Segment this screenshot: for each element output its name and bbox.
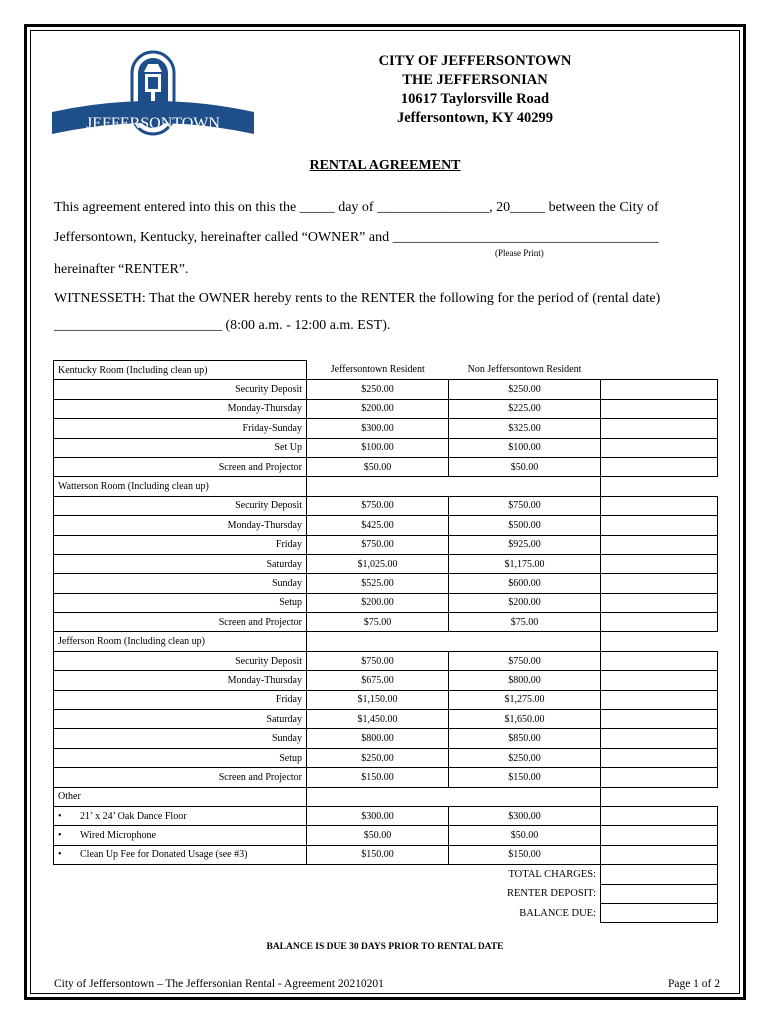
rate-label: Friday	[54, 690, 307, 709]
rate-label: Security Deposit	[54, 496, 307, 515]
nonresident-rate: $250.00	[449, 748, 601, 767]
rental-date-line: ________________________ (8:00 a.m. - 12:00 a.m. EST).	[54, 318, 391, 333]
rate-label: Monday-Thursday	[54, 516, 307, 535]
table-row	[54, 613, 718, 632]
table-row	[54, 399, 718, 418]
nonresident-rate: $800.00	[449, 671, 601, 690]
rate-label: Set Up	[54, 438, 307, 457]
rate-label: Screen and Projector	[54, 457, 307, 476]
nonresident-rate: $225.00	[449, 399, 601, 418]
rate-label: Sunday	[54, 574, 307, 593]
resident-rate: $75.00	[307, 613, 449, 632]
amount-entry-cell	[601, 768, 718, 787]
rate-label: Security Deposit	[54, 651, 307, 670]
amount-entry-cell	[601, 419, 718, 438]
nonresident-rate: $1,275.00	[449, 690, 601, 709]
nonresident-rate: $1,650.00	[449, 710, 601, 729]
amount-entry-cell	[601, 554, 718, 573]
resident-rate: $250.00	[307, 748, 449, 767]
resident-rate: $200.00	[307, 593, 449, 612]
section-spacer	[307, 787, 601, 806]
amount-entry-cell	[601, 593, 718, 612]
column-header-resident: Jeffersontown Resident	[330, 364, 425, 376]
amount-entry-cell	[601, 380, 718, 399]
table-row	[54, 574, 718, 593]
section-spacer	[307, 632, 601, 651]
renter-deposit-label: RENTER DEPOSIT:	[506, 888, 596, 900]
resident-rate: $50.00	[307, 457, 449, 476]
table-row	[54, 593, 718, 612]
amount-entry-cell	[601, 399, 718, 418]
nonresident-rate: $600.00	[449, 574, 601, 593]
table-row	[54, 380, 718, 399]
table-row	[54, 516, 718, 535]
rate-label: Sunday	[54, 729, 307, 748]
amount-entry-cell	[601, 748, 718, 767]
rate-label: Saturday	[54, 554, 307, 573]
svg-text:JEFFERSONTOWN: JEFFERSONTOWN	[86, 115, 220, 132]
nonresident-rate: $750.00	[449, 651, 601, 670]
amount-entry-cell	[601, 574, 718, 593]
balance-due-field[interactable]	[601, 903, 718, 922]
column-header-blank	[601, 361, 718, 380]
resident-rate: $1,450.00	[307, 710, 449, 729]
table-row	[54, 729, 718, 748]
rate-label: Friday-Sunday	[54, 419, 307, 438]
resident-rate: $750.00	[307, 496, 449, 515]
amount-entry-cell	[601, 438, 718, 457]
other-item-label: Clean Up Fee for Donated Usage (see #3)	[80, 849, 248, 861]
amount-entry-cell	[601, 710, 718, 729]
header-venue: THE JEFFERSONIAN	[402, 72, 548, 88]
resident-rate: $150.00	[307, 845, 449, 864]
rental-rates-table	[53, 360, 718, 923]
nonresident-rate: $50.00	[449, 826, 601, 845]
renter-deposit-field[interactable]	[601, 884, 718, 903]
rate-label: Friday	[54, 535, 307, 554]
amount-entry-cell	[601, 535, 718, 554]
table-row	[54, 671, 718, 690]
table-row	[54, 457, 718, 476]
bullet-icon: •	[58, 810, 62, 822]
nonresident-rate: $1,175.00	[449, 554, 601, 573]
nonresident-rate: $300.00	[449, 806, 601, 825]
bullet-icon: •	[58, 830, 62, 842]
document-title: RENTAL AGREEMENT	[309, 158, 461, 173]
amount-entry-cell	[601, 457, 718, 476]
total-charges-label: TOTAL CHARGES:	[508, 869, 596, 881]
table-row	[54, 845, 718, 864]
resident-rate: $525.00	[307, 574, 449, 593]
nonresident-rate: $100.00	[449, 438, 601, 457]
rate-label: Screen and Projector	[54, 768, 307, 787]
resident-rate: $300.00	[307, 419, 449, 438]
nonresident-rate: $325.00	[449, 419, 601, 438]
nonresident-rate: $850.00	[449, 729, 601, 748]
resident-rate: $750.00	[307, 651, 449, 670]
amount-entry-cell	[601, 845, 718, 864]
resident-rate: $300.00	[307, 806, 449, 825]
rate-label: Setup	[54, 748, 307, 767]
resident-rate: $800.00	[307, 729, 449, 748]
resident-rate: $50.00	[307, 826, 449, 845]
resident-rate: $1,025.00	[307, 554, 449, 573]
section-spacer-blank	[601, 787, 718, 806]
other-item-label: Wired Microphone	[80, 830, 156, 842]
resident-rate: $100.00	[307, 438, 449, 457]
table-row	[54, 419, 718, 438]
section-title-kentucky: Kentucky Room (Including clean up)	[54, 361, 307, 380]
nonresident-rate: $50.00	[449, 457, 601, 476]
table-row	[54, 554, 718, 573]
resident-rate: $250.00	[307, 380, 449, 399]
table-row	[54, 826, 718, 845]
header-street: 10617 Taylorsville Road	[400, 91, 550, 107]
agreement-line-2: Jeffersontown, Kentucky, hereinafter called “OWNER” and ______________________________________	[54, 230, 659, 245]
balance-due-label: BALANCE DUE:	[519, 907, 596, 919]
balance-due-note: BALANCE IS DUE 30 DAYS PRIOR TO RENTAL DATE	[266, 942, 504, 952]
resident-rate: $1,150.00	[307, 690, 449, 709]
table-row	[54, 748, 718, 767]
rate-label: Security Deposit	[54, 380, 307, 399]
total-charges-field[interactable]	[601, 865, 718, 884]
nonresident-rate: $200.00	[449, 593, 601, 612]
witnesseth-line: WITNESSETH: That the OWNER hereby rents to the RENTER the following for the period of (rental date)	[54, 291, 661, 306]
nonresident-rate: $500.00	[449, 516, 601, 535]
table-row	[54, 438, 718, 457]
table-row	[54, 806, 718, 825]
amount-entry-cell	[601, 729, 718, 748]
rate-label: Saturday	[54, 710, 307, 729]
rate-label: Screen and Projector	[54, 613, 307, 632]
amount-entry-cell	[601, 516, 718, 535]
resident-rate: $750.00	[307, 535, 449, 554]
rate-label	[54, 845, 307, 864]
agreement-line-1: This agreement entered into this on this the _____ day of ________________, 20_____ between the City of	[54, 200, 659, 215]
section-spacer-blank	[601, 632, 718, 651]
amount-entry-cell	[601, 806, 718, 825]
please-print-note: (Please Print)	[495, 248, 544, 258]
resident-rate: $425.00	[307, 516, 449, 535]
header-city: CITY OF JEFFERSONTOWN	[378, 53, 572, 69]
header-address	[330, 52, 620, 128]
table-row	[54, 690, 718, 709]
amount-entry-cell	[601, 826, 718, 845]
amount-entry-cell	[601, 671, 718, 690]
resident-rate: $675.00	[307, 671, 449, 690]
section-title-watterson: Watterson Room (Including clean up)	[54, 477, 307, 496]
nonresident-rate: $75.00	[449, 613, 601, 632]
nonresident-rate: $150.00	[449, 845, 601, 864]
footer-page-number: Page 1 of 2	[667, 978, 720, 990]
amount-entry-cell	[601, 651, 718, 670]
table-row	[54, 535, 718, 554]
rate-label	[54, 806, 307, 825]
resident-rate: $150.00	[307, 768, 449, 787]
rate-label: Monday-Thursday	[54, 671, 307, 690]
amount-entry-cell	[601, 690, 718, 709]
section-spacer-blank	[601, 477, 718, 496]
other-item-label: 21’ x 24’ Oak Dance Floor	[80, 810, 187, 822]
table-row	[54, 710, 718, 729]
jeffersontown-logo	[48, 50, 258, 150]
rate-label	[54, 826, 307, 845]
bullet-icon: •	[58, 849, 62, 861]
section-title-other: Other	[54, 787, 307, 806]
nonresident-rate: $250.00	[449, 380, 601, 399]
rate-label: Monday-Thursday	[54, 399, 307, 418]
table-row	[54, 768, 718, 787]
table-row	[54, 651, 718, 670]
resident-rate: $200.00	[307, 399, 449, 418]
amount-entry-cell	[601, 613, 718, 632]
nonresident-rate: $750.00	[449, 496, 601, 515]
nonresident-rate: $150.00	[449, 768, 601, 787]
column-header-nonresident: Non Jeffersontown Resident	[467, 364, 582, 376]
section-spacer	[307, 477, 601, 496]
section-title-jefferson: Jefferson Room (Including clean up)	[54, 632, 307, 651]
agreement-line-3: hereinafter “RENTER”.	[54, 262, 189, 277]
nonresident-rate: $925.00	[449, 535, 601, 554]
footer-document-id: City of Jeffersontown – The Jeffersonian Rental - Agreement 20210201	[54, 978, 384, 990]
table-row	[54, 496, 718, 515]
amount-entry-cell	[601, 496, 718, 515]
header-city-state: Jeffersontown, KY 40299	[396, 110, 554, 126]
rate-label: Setup	[54, 593, 307, 612]
